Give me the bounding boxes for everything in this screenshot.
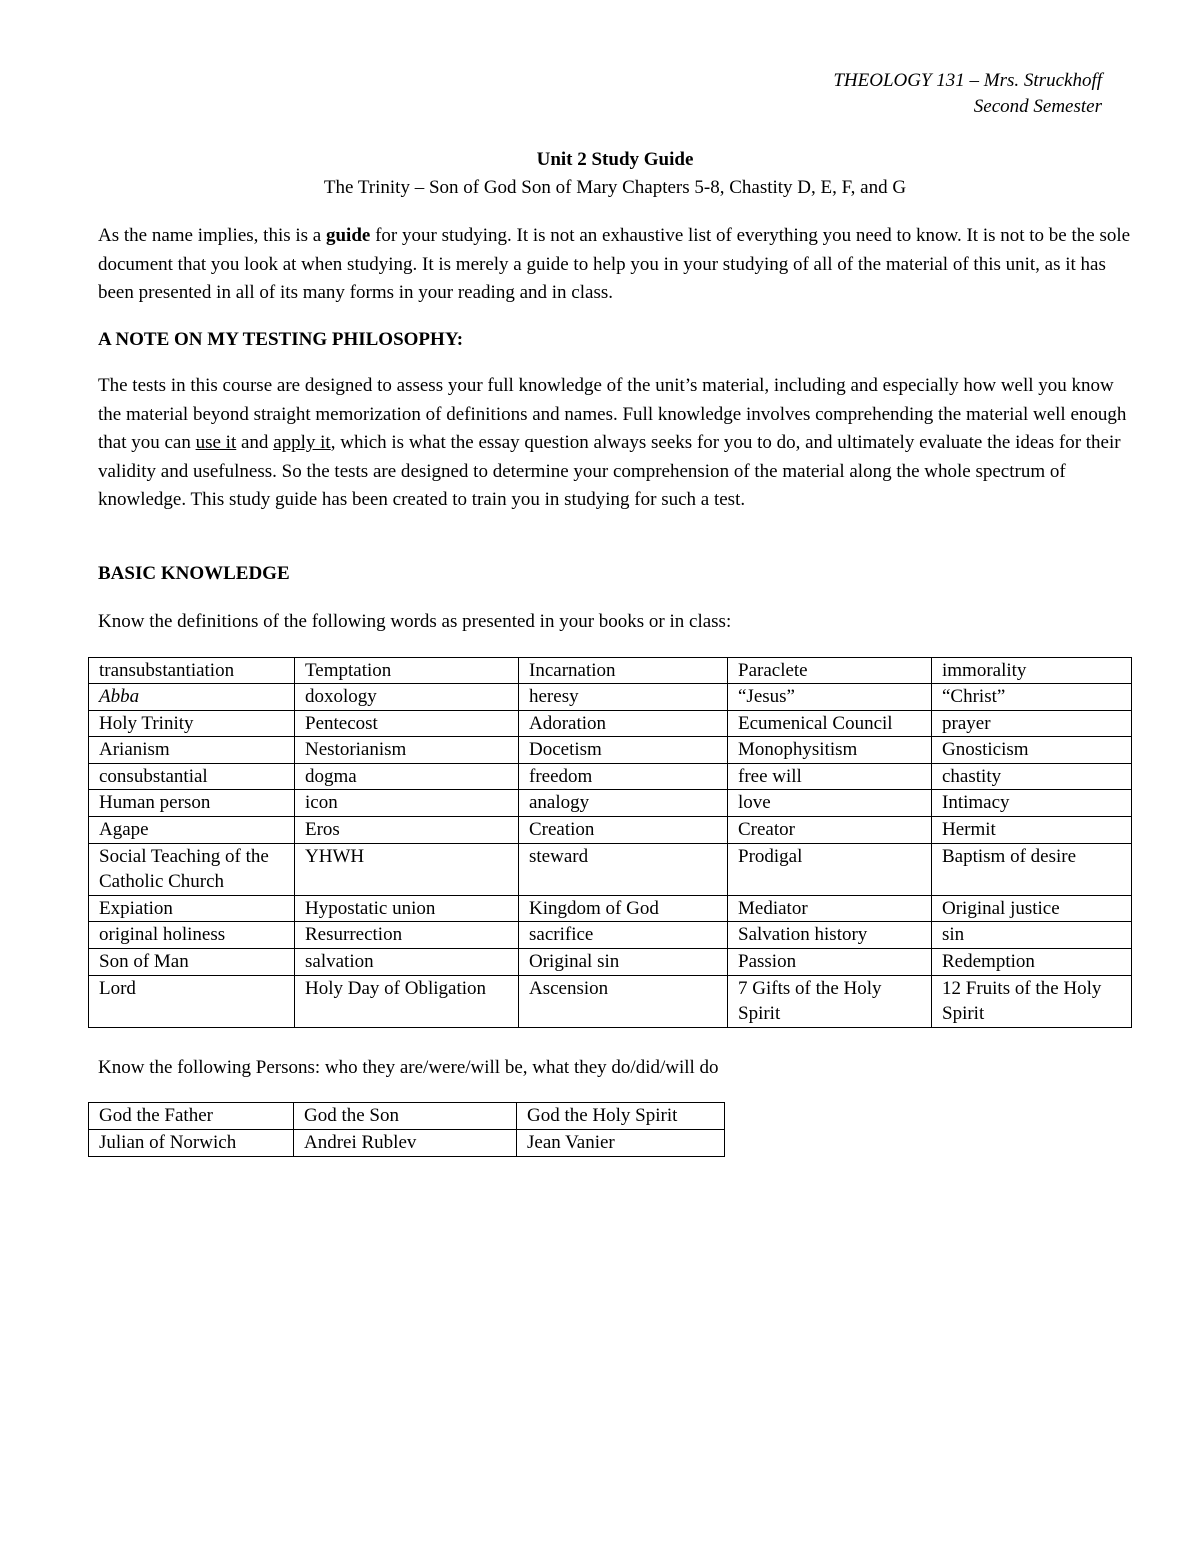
table-cell: Hermit (932, 817, 1132, 844)
table-cell: Jean Vanier (517, 1129, 725, 1156)
table-cell: Intimacy (932, 790, 1132, 817)
table-cell: Incarnation (519, 657, 728, 684)
table-cell: God the Holy Spirit (517, 1103, 725, 1130)
table-cell: Prodigal (728, 843, 932, 895)
persons-table (88, 1102, 725, 1156)
table-cell: Nestorianism (295, 737, 519, 764)
table-cell: free will (728, 763, 932, 790)
table-row (89, 1129, 725, 1156)
table-cell: transubstantiation (89, 657, 295, 684)
table-cell: Redemption (932, 949, 1132, 976)
table-cell: consubstantial (89, 763, 295, 790)
table-cell: 12 Fruits of the Holy Spirit (932, 975, 1132, 1027)
table-cell: Temptation (295, 657, 519, 684)
table-cell: Hypostatic union (295, 895, 519, 922)
table-cell: God the Son (294, 1103, 517, 1130)
table-cell: salvation (295, 949, 519, 976)
table-row (89, 684, 1132, 711)
table-cell: Julian of Norwich (89, 1129, 294, 1156)
table-cell: God the Father (89, 1103, 294, 1130)
table-cell: Mediator (728, 895, 932, 922)
table-cell: Holy Trinity (89, 710, 295, 737)
table-cell: Creator (728, 817, 932, 844)
table-cell: “Jesus” (728, 684, 932, 711)
table-row (89, 922, 1132, 949)
table-cell: chastity (932, 763, 1132, 790)
table-cell: Social Teaching of the Catholic Church (89, 843, 295, 895)
table-cell: Agape (89, 817, 295, 844)
table-cell: Original sin (519, 949, 728, 976)
table-cell: Resurrection (295, 922, 519, 949)
course-header (98, 68, 1102, 120)
apply-it-underline: apply it (273, 432, 331, 453)
table-row (89, 710, 1132, 737)
table-cell: freedom (519, 763, 728, 790)
table-row (89, 737, 1132, 764)
table-cell: Expiation (89, 895, 295, 922)
table-cell: YHWH (295, 843, 519, 895)
table-cell: Ascension (519, 975, 728, 1027)
table-cell: Salvation history (728, 922, 932, 949)
table-cell: sacrifice (519, 922, 728, 949)
testing-philosophy-heading: A NOTE ON MY TESTING PHILOSOPHY: (98, 328, 464, 350)
table-row (89, 657, 1132, 684)
table-cell: Paraclete (728, 657, 932, 684)
semester-label: Second Semester (973, 96, 1102, 117)
table-cell: Original justice (932, 895, 1132, 922)
page-title: Unit 2 Study Guide (536, 149, 694, 170)
table-cell: analogy (519, 790, 728, 817)
course-name: THEOLOGY 131 – Mrs. Struckhoff (833, 70, 1102, 91)
table-cell: doxology (295, 684, 519, 711)
table-cell: Human person (89, 790, 295, 817)
page-subtitle: The Trinity – Son of God Son of Mary Chapters 5-8, Chastity D, E, F, and G (323, 177, 907, 198)
table-cell: Andrei Rublev (294, 1129, 517, 1156)
terms-table (88, 657, 1132, 1028)
table-cell: 7 Gifts of the Holy Spirit (728, 975, 932, 1027)
table-row (89, 763, 1132, 790)
definitions-intro: Know the definitions of the following words as presented in your books or in class: (98, 611, 732, 632)
table-cell: Holy Day of Obligation (295, 975, 519, 1027)
table-cell: heresy (519, 684, 728, 711)
table-cell: Pentecost (295, 710, 519, 737)
table-cell: Baptism of desire (932, 843, 1132, 895)
table-cell: love (728, 790, 932, 817)
table-cell: dogma (295, 763, 519, 790)
table-cell: Ecumenical Council (728, 710, 932, 737)
table-row (89, 817, 1132, 844)
intro-paragraph: As the name implies, this is a guide for your studying. It is not an exhaustive list of everything you need to know. It is not to be the sole document that you look at when studying. It is merely a guide to help you in your studying of all of the material of this unit, as it has been presented in all of its many forms in your reading and in class. (98, 225, 1131, 303)
table-cell: Arianism (89, 737, 295, 764)
table-cell: sin (932, 922, 1132, 949)
table-cell: Creation (519, 817, 728, 844)
basic-knowledge-heading: BASIC KNOWLEDGE (98, 562, 290, 584)
table-row (89, 975, 1132, 1027)
table-cell: Abba (89, 684, 295, 711)
document-page (98, 68, 1132, 1157)
table-cell: Monophysitism (728, 737, 932, 764)
table-cell: steward (519, 843, 728, 895)
guide-emphasis: guide (325, 225, 371, 246)
persons-intro: Know the following Persons: who they are/were/will be, what they do/did/will do (98, 1056, 719, 1078)
table-cell: immorality (932, 657, 1132, 684)
table-cell: prayer (932, 710, 1132, 737)
table-cell: Kingdom of God (519, 895, 728, 922)
testing-philosophy-paragraph: The tests in this course are designed to assess your full knowledge of the unit’s material, including and especially how well you know the material beyond straight memorization of definitions and names. Full knowledge involves comprehending the material well enough that you can use it and apply it, which is what the essay question always seeks for you to do, and ultimately evaluate the ideas for their validity and usefulness. So the tests are designed to determine your comprehension of the material along the whole spectrum of knowledge. This study guide has been created to train you in studying for such a test. (98, 375, 1127, 510)
table-cell: Passion (728, 949, 932, 976)
table-cell: “Christ” (932, 684, 1132, 711)
table-cell: original holiness (89, 922, 295, 949)
table-cell: Son of Man (89, 949, 295, 976)
table-row (89, 1103, 725, 1130)
table-cell: Lord (89, 975, 295, 1027)
table-row (89, 790, 1132, 817)
table-row (89, 843, 1132, 895)
table-cell: icon (295, 790, 519, 817)
table-cell: Gnosticism (932, 737, 1132, 764)
table-row (89, 895, 1132, 922)
table-row (89, 949, 1132, 976)
table-cell: Docetism (519, 737, 728, 764)
use-it-underline: use it (195, 432, 237, 453)
table-cell: Eros (295, 817, 519, 844)
table-cell: Adoration (519, 710, 728, 737)
